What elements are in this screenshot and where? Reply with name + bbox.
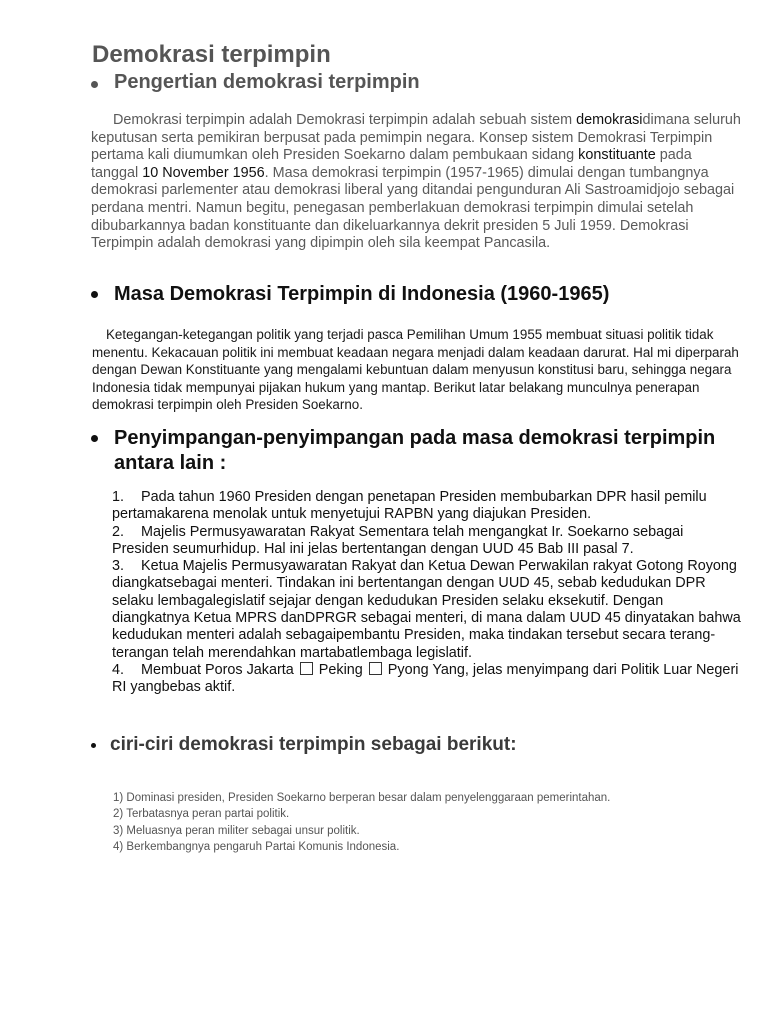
list-item: 4. Membuat Poros Jakarta Peking Pyong Yang, jelas menyimpang dari Politik Luar Negeri RI yangbebas aktif.: [112, 661, 739, 696]
bullet-icon: [91, 435, 98, 442]
paragraph-text: dimana seluruh keputusan serta pemikiran berpusat pada pemimpin negara. Konsep sistem Demokrasi Terpimpin pertama kali diumumkan oleh Presiden Soekarno dalam pembukaan sidang: [91, 112, 741, 164]
link-konstituante[interactable]: konstituante: [578, 147, 656, 164]
paragraph-text: pada tanggal: [91, 147, 692, 181]
paragraph-text: Demokrasi terpimpin adalah Demokrasi terpimpin adalah sebuah sistem: [113, 112, 577, 128]
missing-glyph-icon: [300, 662, 313, 675]
list-item: 2. Majelis Permusyawaratan Rakyat Sementara telah mengangkat Ir. Soekarno sebagai Presiden seumurhidup. Hal ini jelas bertentangan dengan UUD 45 Bab III pasal 7.: [112, 523, 684, 557]
list-item: 1) Dominasi presiden, Presiden Soekarno berperan besar dalam penyelenggaraan pemerintahan.: [113, 792, 611, 804]
paragraph-pengertian: [91, 112, 741, 253]
section-heading-text: Pengertian demokrasi terpimpin: [114, 71, 420, 93]
list-item: 2) Terbatasnya peran partai politik.: [113, 808, 290, 821]
section-heading-pengertian: [91, 71, 420, 94]
link-10-november-1956[interactable]: 10 November 1956: [142, 164, 265, 181]
bullet-icon: [91, 291, 98, 298]
page-title: Demokrasi terpimpin: [92, 41, 331, 68]
list-item: 4) Berkembangnya pengaruh Partai Komunis Indonesia.: [113, 841, 400, 854]
ciri-ciri-list: [113, 790, 610, 856]
section-heading-penyimpangan: [91, 426, 731, 476]
section-heading-masa-demokrasi: [91, 282, 609, 307]
section-heading-ciri-ciri: [91, 734, 517, 756]
paragraph-text: Ketegangan-ketegangan politik yang terjadi pasca Pemilihan Umum 1955 membuat situasi politik tidak menentu. Kekacauan politik ini membuat keadaan negara menjadi dalam keadaan darurat. Hal mi diperparah dengan Dewan Konstituante yang mengalami kebuntuan dalam menyusun konstitusi baru, sehingga negara Indonesia tidak mempunyai pijakan hukum yang mantap. Berikut latar belakang munculnya penerapan demokrasi terpimpin oleh Presiden Soekarno.: [92, 327, 739, 413]
section-heading-text: ciri-ciri demokrasi terpimpin sebagai berikut:: [110, 734, 517, 755]
list-item: 3. Ketua Majelis Permusyawaratan Rakyat dan Ketua Dewan Perwakilan rakyat Gotong Royong diangkatsebagai menteri. Tindakan ini bertentangan dengan UUD 45, sebab kedudukan DPR selaku lembagalegislatif sejajar dengan kedudukan Presiden selaku eksekutif. Dengan diangkatnya Ketua MPRS danDPRGR sebagai menteri, di mana dalam UUD 45 dinyatakan bahwa kedudukan menteri adalah sebagaipembantu Presiden, maka tindakan tersebut secara terang-terangan telah merendahkan martabatlembaga legislatif.: [112, 558, 741, 661]
penyimpangan-list: [112, 489, 742, 697]
section-heading-text: Penyimpangan-penyimpangan pada masa demokrasi terpimpin antara lain :: [114, 427, 716, 474]
bullet-icon: [91, 743, 96, 748]
bullet-icon: [91, 81, 98, 88]
missing-glyph-icon: [369, 662, 382, 675]
link-demokrasi[interactable]: demokrasi: [576, 112, 643, 128]
list-item: 1. Pada tahun 1960 Presiden dengan penetapan Presiden membubarkan DPR hasil pemilu pertamakarena menolak untuk menyetujui RAPBN yang diajukan Presiden.: [112, 489, 707, 523]
paragraph-masa-demokrasi: [92, 326, 742, 414]
list-item: 3) Meluasnya peran militer sebagai unsur politik.: [113, 824, 360, 837]
paragraph-text: . Masa demokrasi terpimpin (1957-1965) dimulai dengan tumbangnya demokrasi parlementer atau demokrasi liberal yang ditandai pengunduran Ali Sastroamidjojo sebagai perdana mentri. Namun begitu, penegasan pemberlakuan demokrasi terpimpin dimulai setelah dibubarkannya badan konstituante dan dikeluarkannya dekrit presiden 5 Juli 1959. Demokrasi Terpimpin adalah demokrasi yang dipimpin oleh sila keempat Pancasila.: [91, 164, 735, 252]
section-heading-text: Masa Demokrasi Terpimpin di Indonesia (1960-1965): [114, 283, 610, 305]
